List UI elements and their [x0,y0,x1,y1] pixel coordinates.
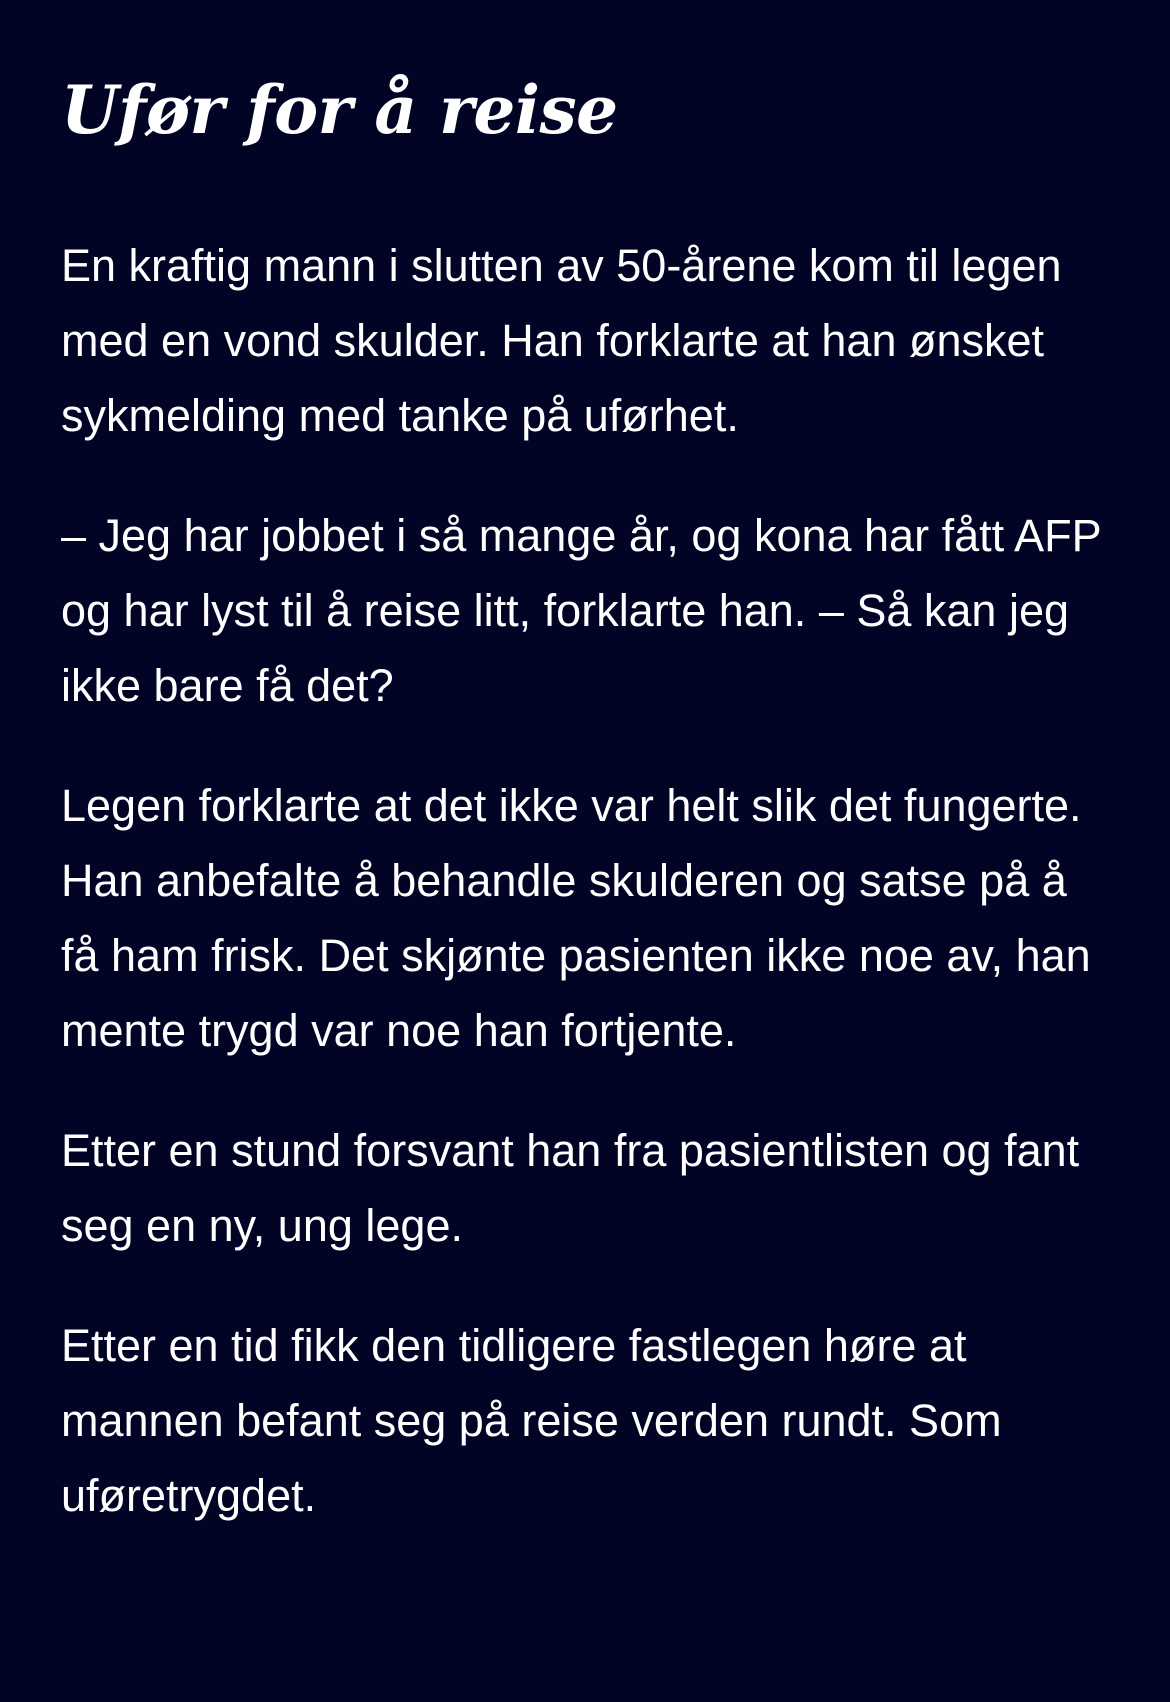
story-title: Ufør for å reise [61,71,618,149]
story-paragraph: Etter en tid fikk den tidligere fastlegen høre at mannen befant seg på reise verden rundt. Som uføretrygdet. [61,1320,1002,1521]
story-paragraph: Legen forklarte at det ikke var helt slik det fungerte. Han anbefalte å behandle skulderen og satse på å få ham frisk. Det skjønte pasienten ikke noe av, han mente trygd var noe han fortjente. [61,780,1091,1056]
story-paragraph: En kraftig mann i slutten av 50-årene kom til legen med en vond skulder. Han forklarte at han ønsket sykmelding med tanke på uførhet. [61,240,1062,441]
story-paragraph: Etter en stund forsvant han fra pasientlisten og fant seg en ny, ung lege. [61,1125,1080,1251]
story-paragraph: – Jeg har jobbet i så mange år, og kona har fått AFP og har lyst til å reise litt, forklarte han. – Så kan jeg ikke bare få det? [61,510,1101,711]
